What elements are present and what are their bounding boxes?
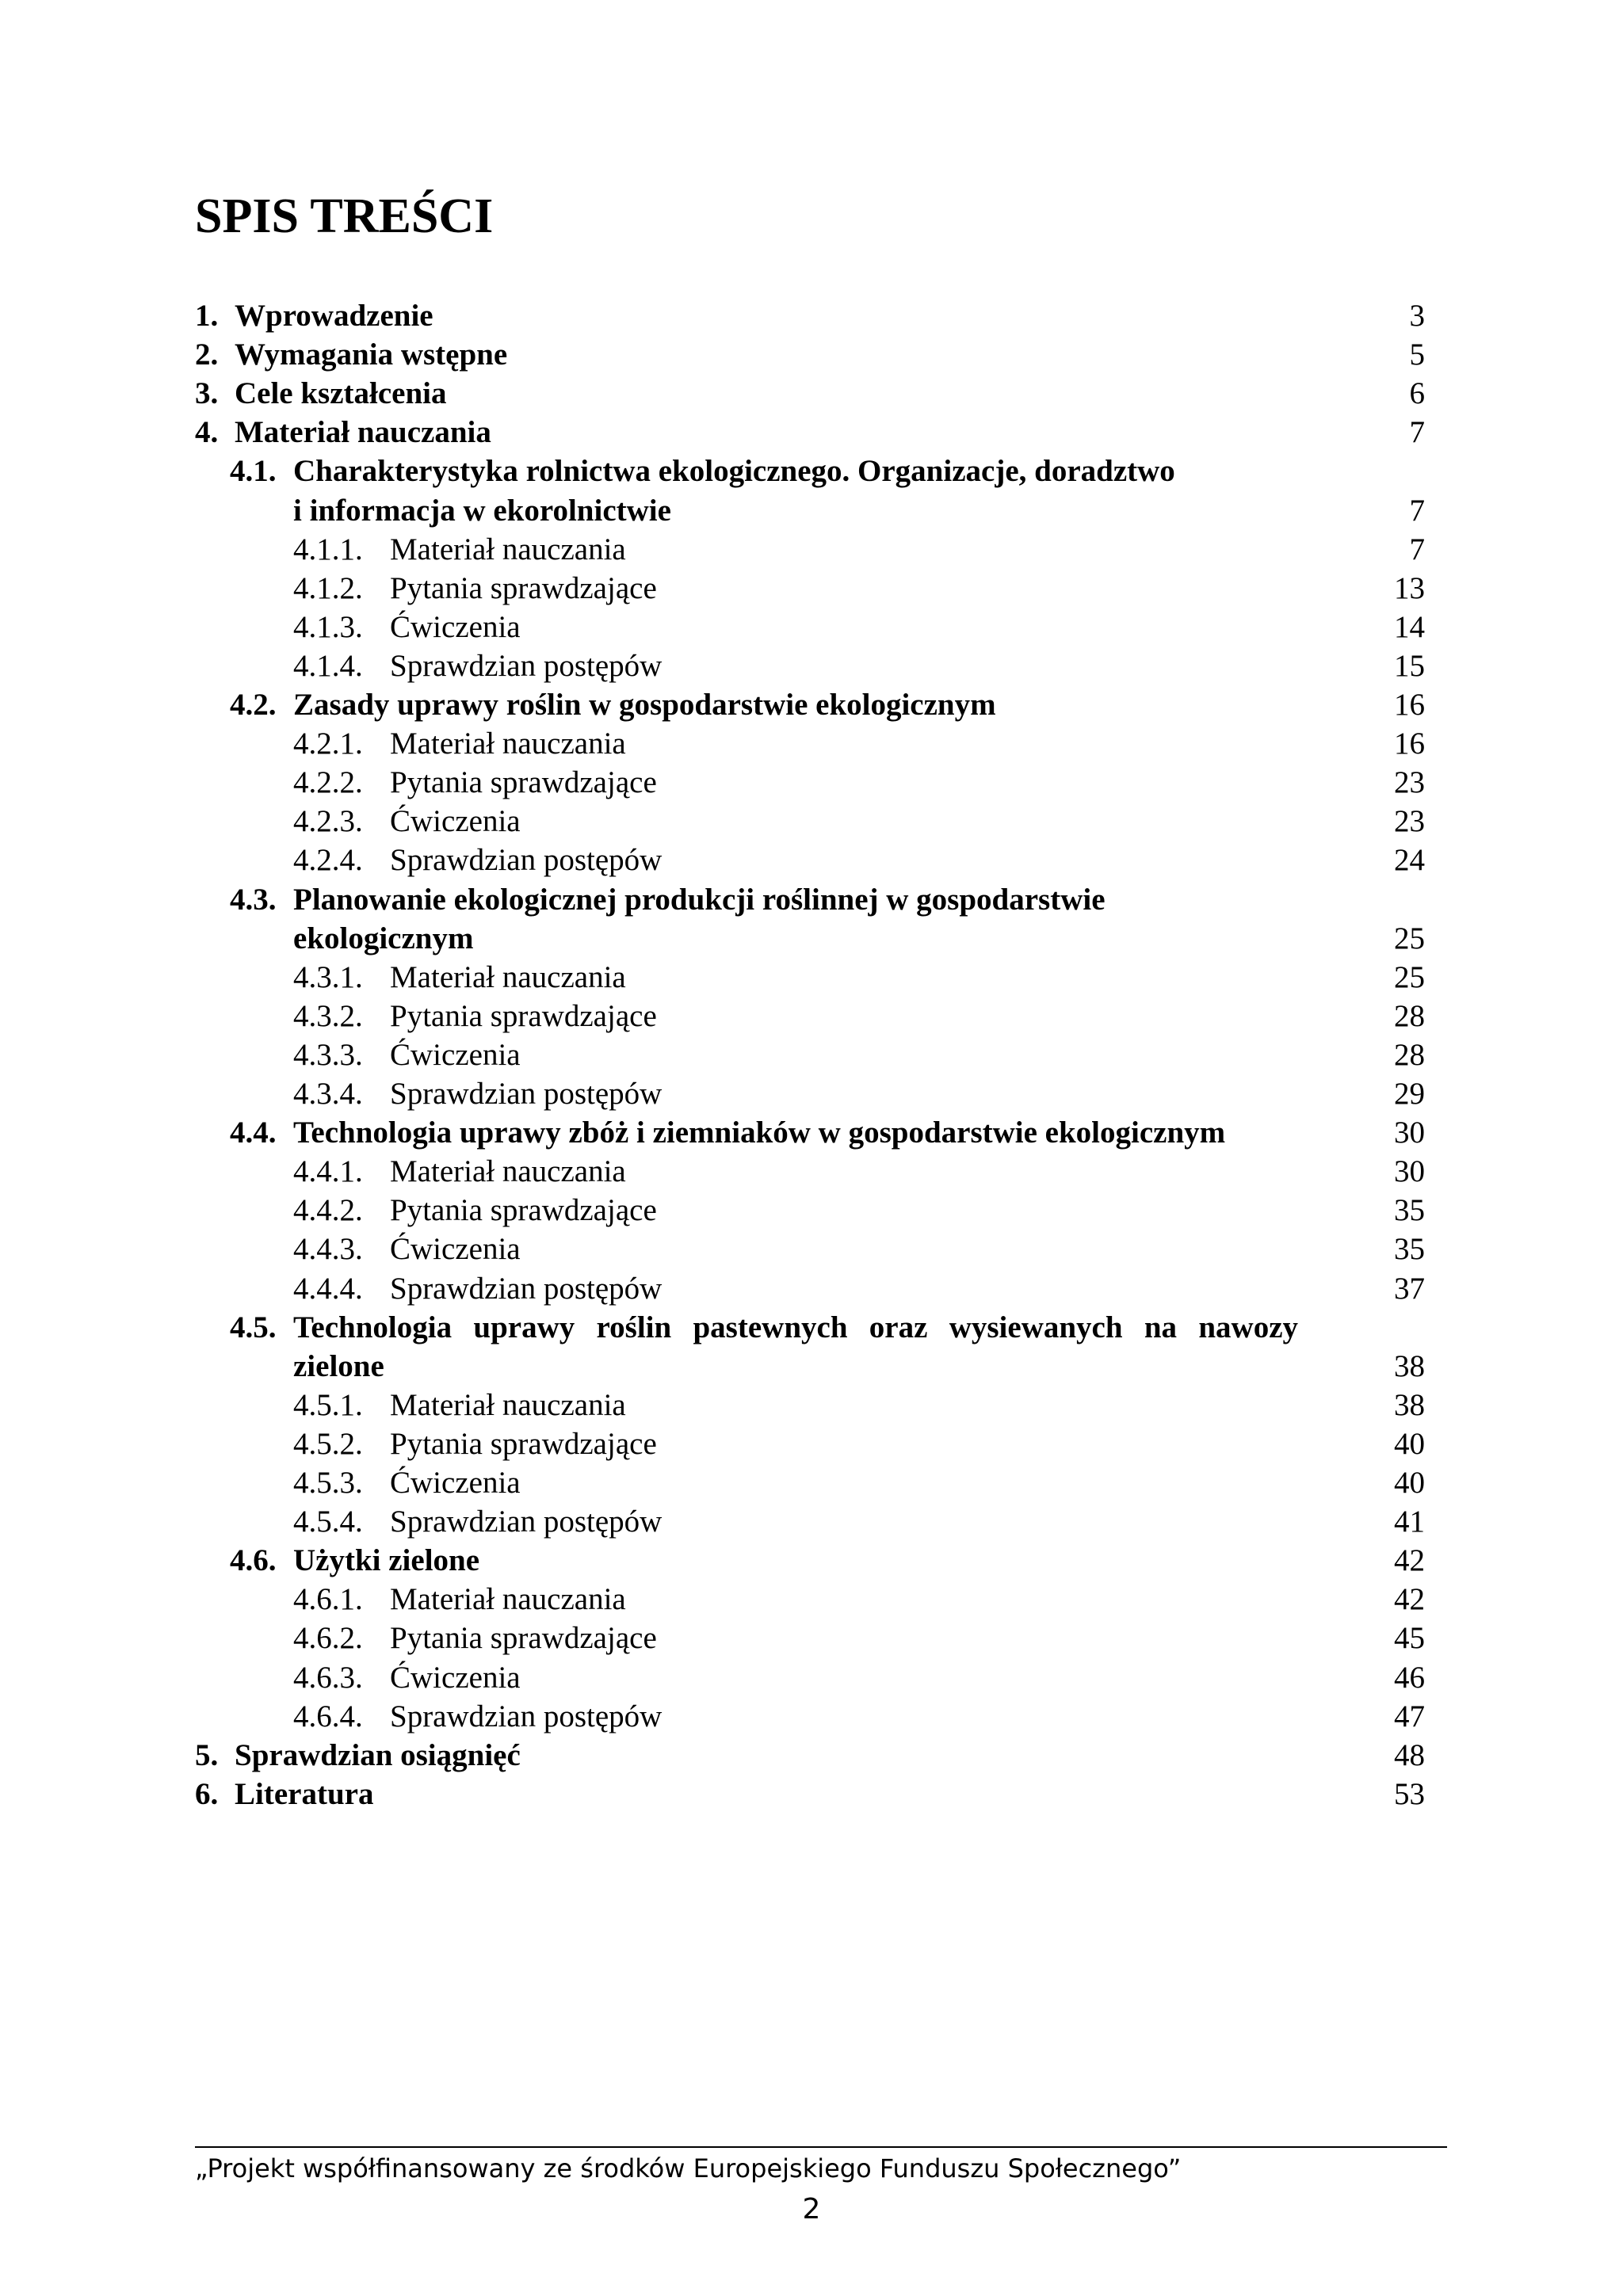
toc-entry-page: 48 xyxy=(1394,1738,1425,1772)
toc-entry-title: Sprawdzian postępów xyxy=(390,843,663,877)
toc-entry-title: Ćwiczenia xyxy=(390,1466,521,1500)
toc-entry-title: Ćwiczenia xyxy=(390,804,521,838)
toc-entry xyxy=(0,1230,1623,1268)
toc-entry-page: 3 xyxy=(1409,299,1425,333)
toc-entry xyxy=(0,724,1623,763)
toc-entry-title: Technologia uprawy roślin pastewnych oraz wysiewanych na nawozy xyxy=(293,1310,1298,1344)
toc-entry xyxy=(0,841,1623,879)
toc-entry-page: 28 xyxy=(1394,1038,1425,1072)
toc-entry-page: 16 xyxy=(1394,727,1425,761)
toc-entry-number: 4.4.1. xyxy=(293,1154,363,1188)
toc-entry-title: Materiał nauczania xyxy=(390,1388,626,1422)
toc-entry-number: 4.3.3. xyxy=(293,1038,363,1072)
toc-entry-title: Pytania sprawdzające xyxy=(390,1621,657,1655)
toc-entry xyxy=(0,1074,1623,1113)
footer-divider xyxy=(195,2146,1447,2148)
toc-entry xyxy=(0,1269,1623,1308)
toc-entry xyxy=(0,1658,1623,1697)
toc-entry-title: zielone xyxy=(293,1349,384,1383)
toc-entry-number: 4.1.1. xyxy=(293,532,363,566)
toc-entry-title: Sprawdzian osiągnięć xyxy=(235,1738,521,1772)
page-title: SPIS TREŚCI xyxy=(195,189,494,243)
toc-entry-number: 4.6.3. xyxy=(293,1661,363,1695)
toc-entry-page: 42 xyxy=(1394,1582,1425,1616)
toc-entry-title: Sprawdzian postępów xyxy=(390,1505,663,1539)
toc-entry xyxy=(0,1619,1623,1657)
toc-entry-number: 4.1.2. xyxy=(293,571,363,605)
toc-entry-number: 4.2. xyxy=(230,688,277,722)
toc-entry-title: Wymagania wstępne xyxy=(235,338,508,372)
toc-entry-page: 38 xyxy=(1394,1349,1425,1383)
toc-entry-page: 40 xyxy=(1394,1466,1425,1500)
toc-entry-title: Materiał nauczania xyxy=(390,960,626,994)
toc-entry-number: 4.3. xyxy=(230,883,277,917)
toc-entry-number: 2. xyxy=(195,338,219,372)
toc-entry-page: 30 xyxy=(1394,1154,1425,1188)
toc-entry xyxy=(0,1191,1623,1230)
toc-entry-title: Zasady uprawy roślin w gospodarstwie ekologicznym xyxy=(293,688,996,722)
toc-entry-page: 24 xyxy=(1394,843,1425,877)
toc-entry-title: ekologicznym xyxy=(293,921,474,955)
toc-entry xyxy=(0,530,1623,569)
toc-entry-page: 16 xyxy=(1394,688,1425,722)
toc-entry-title: i informacja w ekorolnictwie xyxy=(293,494,671,528)
toc-entry-page: 37 xyxy=(1394,1272,1425,1306)
toc-entry-number: 4.2.1. xyxy=(293,727,363,761)
toc-entry-page: 25 xyxy=(1394,921,1425,955)
toc-entry xyxy=(0,1035,1623,1074)
toc-entry-page: 7 xyxy=(1409,415,1425,449)
toc-entry xyxy=(0,1580,1623,1619)
toc-entry xyxy=(0,608,1623,646)
toc-entry xyxy=(0,452,1623,490)
toc-entry-number: 4.6. xyxy=(230,1543,277,1577)
toc-entry xyxy=(0,1541,1623,1580)
toc-entry xyxy=(0,569,1623,608)
toc-entry-page: 42 xyxy=(1394,1543,1425,1577)
toc-entry-page: 28 xyxy=(1394,999,1425,1033)
toc-entry xyxy=(0,1347,1623,1386)
toc-entry-title: Wprowadzenie xyxy=(235,299,433,333)
toc-entry xyxy=(0,296,1623,335)
toc-entry-number: 4.5.3. xyxy=(293,1466,363,1500)
toc-entry-number: 4.2.4. xyxy=(293,843,363,877)
toc-entry-number: 4.4. xyxy=(230,1116,277,1150)
toc-entry xyxy=(0,1113,1623,1152)
toc-entry-title: Sprawdzian postępów xyxy=(390,1699,663,1733)
toc-entry xyxy=(0,919,1623,958)
page-number: 2 xyxy=(802,2193,821,2225)
toc-entry-number: 4.5.2. xyxy=(293,1427,363,1461)
toc-entry-page: 6 xyxy=(1409,376,1425,410)
toc-entry-number: 4.1.4. xyxy=(293,649,363,683)
toc-entry-title: Technologia uprawy zbóż i ziemniaków w gospodarstwie ekologicznym xyxy=(293,1116,1226,1150)
toc-entry-page: 7 xyxy=(1409,532,1425,566)
toc-entry-number: 4.4.4. xyxy=(293,1272,363,1306)
toc-entry-number: 4.6.2. xyxy=(293,1621,363,1655)
toc-entry-title: Pytania sprawdzające xyxy=(390,571,657,605)
toc-entry-number: 4.6.1. xyxy=(293,1582,363,1616)
toc-entry-number: 6. xyxy=(195,1777,219,1811)
toc-entry-title: Materiał nauczania xyxy=(390,727,626,761)
toc-entry xyxy=(0,413,1623,452)
toc-entry-page: 5 xyxy=(1409,338,1425,372)
toc-entry xyxy=(0,958,1623,997)
toc-entry-title: Materiał nauczania xyxy=(235,415,491,449)
toc-entry-title: Pytania sprawdzające xyxy=(390,765,657,799)
toc-entry xyxy=(0,1697,1623,1736)
toc-entry-title: Planowanie ekologicznej produkcji roślinnej w gospodarstwie xyxy=(293,883,1106,917)
toc-entry xyxy=(0,1308,1623,1347)
toc-entry-page: 30 xyxy=(1394,1116,1425,1150)
toc-entry-number: 4. xyxy=(195,415,219,449)
toc-entry-number: 4.3.1. xyxy=(293,960,363,994)
toc-entry-title: Ćwiczenia xyxy=(390,610,521,644)
toc-entry xyxy=(0,491,1623,530)
toc-entry-number: 4.3.2. xyxy=(293,999,363,1033)
toc-entry-title: Ćwiczenia xyxy=(390,1661,521,1695)
toc-entry xyxy=(0,335,1623,374)
toc-entry-page: 14 xyxy=(1394,610,1425,644)
toc-entry-title: Charakterystyka rolnictwa ekologicznego. Organizacje, doradztwo xyxy=(293,454,1175,488)
toc-entry-page: 25 xyxy=(1394,960,1425,994)
toc-entry xyxy=(0,1502,1623,1541)
toc-entry xyxy=(0,374,1623,413)
toc-entry-title: Ćwiczenia xyxy=(390,1038,521,1072)
toc-entry-title: Użytki zielone xyxy=(293,1543,480,1577)
toc-entry-number: 5. xyxy=(195,1738,219,1772)
toc-entry-number: 4.1. xyxy=(230,454,277,488)
toc-entry-number: 4.5.4. xyxy=(293,1505,363,1539)
toc-entry-title: Sprawdzian postępów xyxy=(390,1272,663,1306)
toc-entry-number: 4.1.3. xyxy=(293,610,363,644)
toc-entry-page: 23 xyxy=(1394,804,1425,838)
toc-entry-title: Pytania sprawdzające xyxy=(390,1427,657,1461)
toc-entry-number: 1. xyxy=(195,299,219,333)
toc-entry xyxy=(0,763,1623,802)
toc-entry xyxy=(0,1152,1623,1191)
toc-entry-number: 4.3.4. xyxy=(293,1077,363,1111)
toc-entry-page: 35 xyxy=(1394,1232,1425,1266)
toc-entry-page: 38 xyxy=(1394,1388,1425,1422)
toc-entry-number: 4.5.1. xyxy=(293,1388,363,1422)
toc-entry-title: Materiał nauczania xyxy=(390,1582,626,1616)
toc-entry-page: 29 xyxy=(1394,1077,1425,1111)
toc-entry-page: 41 xyxy=(1394,1505,1425,1539)
toc-entry-page: 47 xyxy=(1394,1699,1425,1733)
toc-entry xyxy=(0,1736,1623,1775)
toc-entry xyxy=(0,997,1623,1035)
toc-entry-page: 53 xyxy=(1394,1777,1425,1811)
toc-entry-page: 13 xyxy=(1394,571,1425,605)
toc-entry-page: 15 xyxy=(1394,649,1425,683)
footer-note: „Projekt współfinansowany ze środków Europejskiego Funduszu Społecznego” xyxy=(195,2153,1182,2183)
toc-entry xyxy=(0,1425,1623,1463)
toc-entry-number: 4.2.2. xyxy=(293,765,363,799)
toc-entry xyxy=(0,802,1623,841)
toc-entry-number: 4.2.3. xyxy=(293,804,363,838)
toc-entry-title: Cele kształcenia xyxy=(235,376,447,410)
toc-entry-title: Pytania sprawdzające xyxy=(390,1193,657,1227)
toc-entry xyxy=(0,880,1623,919)
toc-entry-number: 4.4.3. xyxy=(293,1232,363,1266)
toc-entry-number: 3. xyxy=(195,376,219,410)
toc-entry-title: Materiał nauczania xyxy=(390,532,626,566)
toc-entry-title: Materiał nauczania xyxy=(390,1154,626,1188)
toc-entry xyxy=(0,1386,1623,1425)
toc-entry-number: 4.6.4. xyxy=(293,1699,363,1733)
toc-entry-page: 45 xyxy=(1394,1621,1425,1655)
toc-entry-page: 46 xyxy=(1394,1661,1425,1695)
toc-entry xyxy=(0,646,1623,685)
toc-entry-page: 40 xyxy=(1394,1427,1425,1461)
toc-entry-title: Sprawdzian postępów xyxy=(390,649,663,683)
toc-entry xyxy=(0,685,1623,724)
toc-entry xyxy=(0,1463,1623,1502)
toc-entry-title: Literatura xyxy=(235,1777,374,1811)
toc-entry xyxy=(0,1775,1623,1814)
toc-entry-page: 23 xyxy=(1394,765,1425,799)
toc-entry-title: Ćwiczenia xyxy=(390,1232,521,1266)
toc-entry-page: 35 xyxy=(1394,1193,1425,1227)
toc-entry-number: 4.5. xyxy=(230,1310,277,1344)
toc-entry-page: 7 xyxy=(1409,494,1425,528)
toc-entry-title: Pytania sprawdzające xyxy=(390,999,657,1033)
toc-entry-title: Sprawdzian postępów xyxy=(390,1077,663,1111)
toc-entry-number: 4.4.2. xyxy=(293,1193,363,1227)
